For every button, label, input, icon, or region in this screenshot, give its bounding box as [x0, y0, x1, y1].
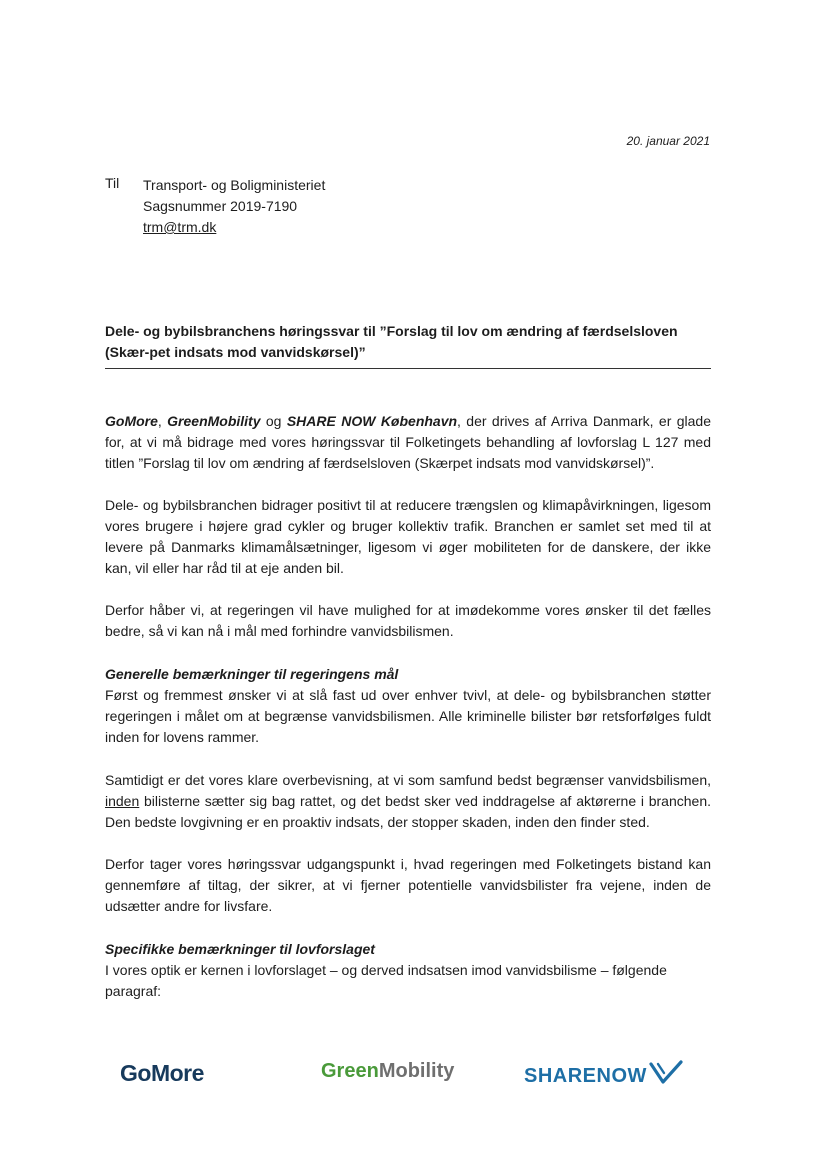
section-general	[105, 664, 711, 748]
gomore-logo: GoMore	[120, 1060, 204, 1086]
sharenow-chevron-icon	[649, 1060, 683, 1086]
intro-text: , der drives af Arriva Danmark, er glade for, at vi må bidrage med vores høringssvar til Folketingets behandling af lovforslag L 127 med titlen ”Forslag til lov om ændring af færdselsloven (Skærpet indsats mod vanvidskørsel)”.	[105, 413, 711, 471]
section-heading: Generelle bemærkninger til regeringens mål	[105, 666, 399, 682]
section-specific	[105, 939, 711, 1002]
logo-text: SHARENOW	[524, 1065, 647, 1087]
sharenow-logo	[524, 1060, 683, 1088]
recipient-email-link[interactable]: trm@trm.dk	[143, 219, 217, 235]
paragraph-6: Derfor tager vores høringssvar udgangspunkt i, hvad regeringen med Folketingets bistand kan gennemføre af tiltag, der sikrer, at vi fjerner potentielle vanvidsbilister fra vejene, inden de udsætter andre for livsfare.	[105, 856, 711, 914]
brand-greenmobility: GreenMobility	[167, 413, 261, 429]
brand-gomore: GoMore	[105, 413, 158, 429]
emphasis-underlined: inden	[105, 793, 140, 809]
logo-part: Mobility	[378, 1060, 455, 1082]
letter-date: 20. januar 2021	[626, 134, 710, 148]
section-heading: Specifikke bemærkninger til lovforslaget	[105, 941, 375, 957]
recipient-name: Transport- og Boligministeriet	[143, 177, 326, 193]
intro-paragraph	[105, 411, 711, 474]
section-text: I vores optik er kernen i lovforslaget – og derved indsatsen imod vanvidsbilisme – følgende paragraf:	[105, 962, 667, 999]
intro-separator: og	[260, 413, 287, 429]
logo-part: Green	[321, 1060, 379, 1082]
recipient-label: Til	[105, 175, 120, 191]
case-number: Sagsnummer 2019-7190	[143, 198, 298, 214]
subject-heading: Dele- og bybilsbranchens høringssvar til ”Forslag til lov om ændring af færdselsloven (Skær-pet indsats mod vanvidskørsel)”	[105, 321, 711, 369]
paragraph-2: Dele- og bybilsbranchen bidrager positivt til at reducere trængslen og klimapåvirkningen, ligesom vores brugere i højere grad cykler og bruger kollektiv trafik. Branchen er samlet set med til at levere på Danmarks klimamålsætninger, ligesom vi øger mobiliteten for de danskere, der ikke kan, vil eller har råd til at eje anden bil.	[105, 497, 711, 576]
paragraph-text: Samtidigt er det vores klare overbevisning, at vi som samfund bedst begrænser vanvidsbilismen,	[105, 772, 711, 788]
section-text: Først og fremmest ønsker vi at slå fast ud over enhver tvivl, at dele- og bybilsbranchen støtter regeringen i målet om at begrænse vanvidsbilismen. Alle kriminelle bilister bør retsforfølges fuldt inden for lovens rammer.	[105, 687, 711, 745]
paragraph-3: Derfor håber vi, at regeringen vil have mulighed for at imødekomme vores ønsker til det fælles bedre, så vi kan nå i mål med forhindre vanvidsbilismen.	[105, 602, 711, 639]
paragraph-5	[105, 770, 711, 833]
intro-separator: ,	[157, 413, 168, 429]
paragraph-text: bilisterne sætter sig bag rattet, og det bedst sker ved inddragelse af aktørerne i branchen. Den bedste lovgivning er en proaktiv indsats, der stopper skaden, inden den finder sted.	[105, 793, 711, 830]
brand-sharenow: SHARE NOW København	[286, 413, 458, 429]
greenmobility-logo	[321, 1060, 454, 1083]
recipient-address	[143, 175, 325, 238]
